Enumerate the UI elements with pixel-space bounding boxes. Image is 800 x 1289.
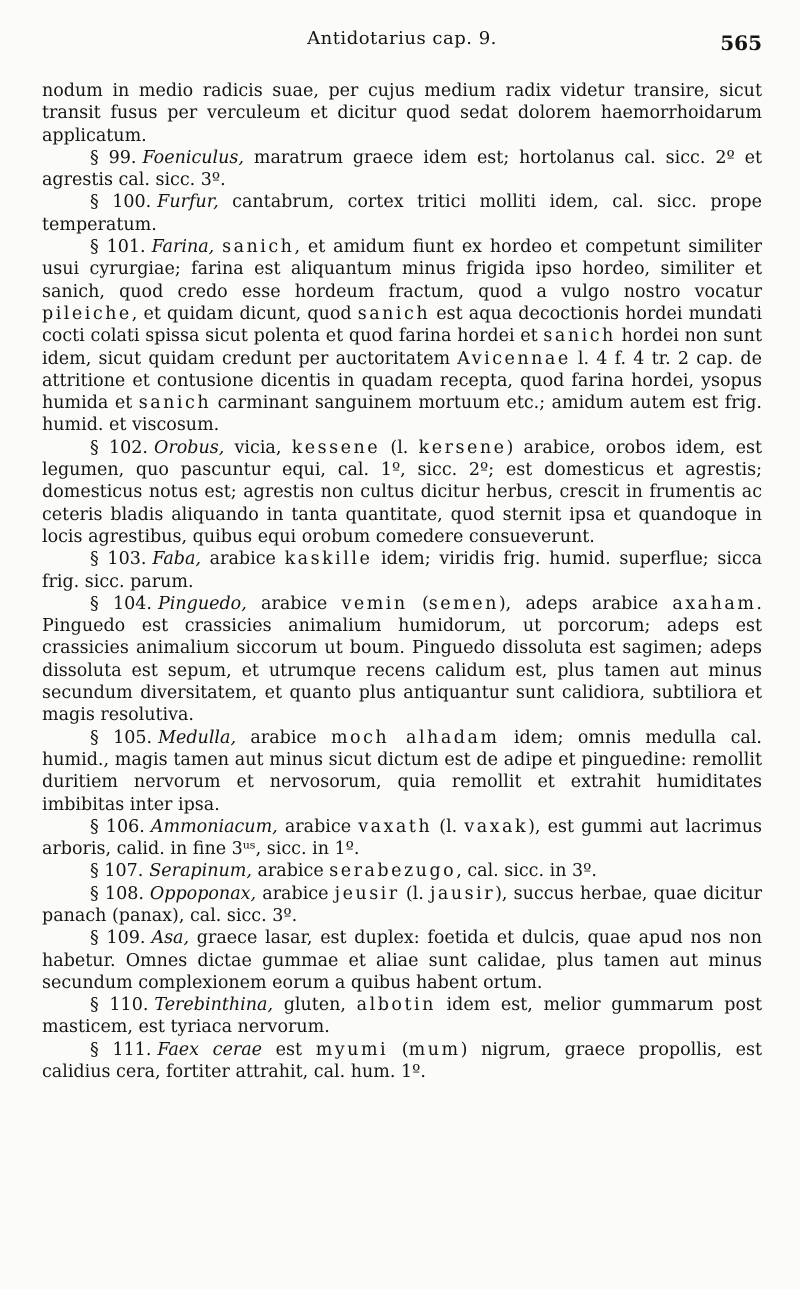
page-number: 565 [720, 31, 762, 55]
text-run: hordei non sunt idem, sicut quidam credunt per auctoritatem [42, 326, 762, 369]
section-number: § 99. [90, 147, 137, 168]
paragraph [42, 80, 762, 147]
section-number: § 102. [90, 437, 148, 458]
spaced-term: Avicennae [457, 348, 571, 369]
text-run: , cal. sicc. in 3º. [456, 861, 597, 882]
spaced-term: sanich [543, 326, 616, 347]
section-number: § 108. [90, 883, 144, 904]
page-header [42, 28, 762, 68]
spaced-term: moch alhadam [330, 727, 500, 748]
section-number: § 110. [90, 995, 149, 1016]
paragraph [42, 883, 762, 928]
text-run: ), adeps arabice [498, 593, 673, 614]
text-run: idem est, melior gummarum post masticem, est tyriaca nervorum. [42, 995, 762, 1038]
text-run: arabice [236, 727, 331, 748]
spaced-term: myumi [315, 1039, 389, 1060]
paragraph [42, 593, 762, 727]
text-run [214, 237, 222, 257]
text-run: graece lasar, est duplex: foetida et dulcis, quae apud nos non habetur. Omnes dictae gummae et aliae sunt calidae, plus tamen aut minus secundum complexionem eorum a quibus habent ortum. [42, 928, 762, 993]
paragraph [42, 927, 762, 994]
entry-term: Farina, [151, 237, 215, 258]
spaced-term: sanich [222, 237, 295, 258]
entry-term: Ammoniacum, [150, 816, 278, 837]
spaced-term: albotin [356, 995, 436, 1016]
text-run: arabice [201, 549, 285, 570]
text-run: gluten, [273, 995, 357, 1016]
spaced-term: kersene [418, 437, 507, 458]
entry-term: Foeniculus, [142, 147, 244, 168]
spaced-term: sanich [138, 393, 212, 414]
paragraph [42, 548, 762, 593]
text-run: arabice [251, 861, 330, 882]
paragraph [42, 994, 762, 1039]
spaced-term: axaham [672, 593, 757, 614]
text-run: ), succus herbae, quae dicitur panach (panax), cal. sicc. 3º. [42, 883, 762, 926]
text-run: ) arabice, orobos idem, est legumen, quo pascuntur equi, cal. 1º, sicc. 2º; est domesticus et agrestis; domesticus notus est; agrestis non cultus dicitur herbus, crescit in frumentis ac ceteris bladis aliquando in tanta quantitate, quod sternit ipsa et quandoque in locis agrestibus, quibus equi orobum comedere consueverunt. [42, 437, 762, 547]
text-run: , et amidum fiunt ex hordeo et competunt similiter usui cyrurgiae; farina est aliquantum minus frigida ipso hordeo, similiter et sanich, quod credo esse hordeum fractum, quod a vulgo nostro vocatur [42, 237, 762, 302]
text-run: , et quidam dicunt, quod [131, 303, 358, 324]
spaced-term: semen [428, 593, 499, 614]
text-run: arabice [246, 593, 342, 614]
text-run: ( [388, 1039, 409, 1060]
entry-term: Faex cerae [157, 1039, 262, 1060]
paragraph [42, 816, 762, 861]
entry-term: Asa, [151, 928, 190, 949]
paragraph [42, 147, 762, 192]
text-run: carminant sanguinem mortuum etc.; amidum autem est frig. humid. et viscosum. [42, 393, 762, 436]
paragraph [42, 236, 762, 437]
section-number: § 100. [90, 192, 152, 213]
text-run: ( [407, 593, 429, 614]
spaced-term: serabezugo [329, 861, 457, 882]
section-number: § 105. [90, 727, 153, 748]
text-run: ), est gummi aut lacrimus arboris, calid. in fine 3ᵘˢ, sicc. in 1º. [42, 816, 762, 860]
text-run: maratrum graece idem est; hortolanus cal. sicc. 2º et agrestis cal. sicc. 3º. [42, 147, 762, 191]
entry-term: Orobus, [154, 437, 225, 458]
text-run: (l. [432, 816, 465, 837]
text-run: cantabrum, cortex tritici molliti idem, cal. sicc. prope temperatum. [42, 192, 762, 235]
paragraph [42, 860, 762, 882]
text-run: idem; viridis frig. humid. superflue; sicca frig. sicc. parum. [42, 549, 762, 592]
entry-term: Medulla, [158, 727, 237, 748]
text-run: arabice [277, 816, 359, 837]
section-number: § 106. [90, 816, 145, 837]
spaced-term: jeusir [334, 883, 400, 904]
spaced-term: sanich [357, 303, 431, 324]
text-run: . Pinguedo est crassicies animalium humidorum, ut porcorum; adeps est crassicies animalium siccorum ut boum. Pinguedo dissoluta est sagimen; adeps dissoluta est sepum, et utrumque recens calidum est, plus tamen aut minus secundum diversitatem, et quanto plus antiquantur sunt calidiora, subtiliora et magis resolutiva. [42, 593, 762, 726]
paragraph [42, 191, 762, 236]
paragraph [42, 1039, 762, 1084]
spaced-term: kaskille [284, 549, 373, 570]
text-run: (l. [399, 883, 430, 904]
paragraph [42, 727, 762, 816]
text-run: nodum in medio radicis suae, per cujus medium radix videtur transire, sicut transit fusus per verculeum et dicitur quod sedat dolorem haemorrhoidarum applicatum. [42, 81, 762, 146]
entry-term: Pinguedo, [157, 593, 247, 614]
section-number: § 111. [90, 1039, 152, 1060]
section-number: § 107. [90, 861, 144, 882]
text-run: (l. [380, 437, 419, 458]
section-number: § 109. [90, 928, 146, 949]
text-run: est aqua decoctionis hordei mundati cocti colati spissa sicut polenta et quod farina hordei et [42, 303, 762, 347]
spaced-term: vaxak [464, 816, 529, 837]
entry-term: Oppoponax, [149, 883, 257, 904]
spaced-term: pileiche [42, 303, 132, 324]
spaced-term: kessene [291, 437, 381, 458]
paragraph [42, 437, 762, 548]
body-text [42, 80, 762, 1083]
entry-term: Furfur, [157, 192, 219, 213]
spaced-term: vaxath [358, 816, 433, 837]
text-run: l. 4 f. 4 tr. 2 cap. de attritione et contusione dicentis in quadam recepta, quod farina hordei, ysopus humida et [42, 348, 762, 414]
text-run: ) nigrum, graece propollis, est calidius cera, fortiter attrahit, cal. hum. 1º. [42, 1039, 763, 1083]
spaced-term: vemin [341, 593, 408, 614]
text-run: arabice [256, 883, 335, 904]
section-number: § 101. [90, 237, 146, 258]
spaced-term: jausir [430, 883, 496, 904]
text-run: vicia, [224, 437, 292, 458]
text-run: est [261, 1039, 316, 1060]
section-number: § 104. [90, 593, 152, 614]
entry-term: Serapinum, [149, 861, 252, 882]
running-title: Antidotarius cap. 9. [307, 28, 497, 49]
text-run: idem; omnis medulla cal. humid., magis tamen aut minus sicut dictum est de adipe et pinguedine: remollit duritiem nervorum et nervosorum, quia remollit et extrahit humiditates imbibitas inter ipsa. [42, 727, 762, 815]
section-number: § 103. [90, 549, 147, 570]
entry-term: Terebinthina, [154, 995, 274, 1016]
spaced-term: mum [408, 1039, 461, 1060]
entry-term: Faba, [152, 549, 201, 570]
